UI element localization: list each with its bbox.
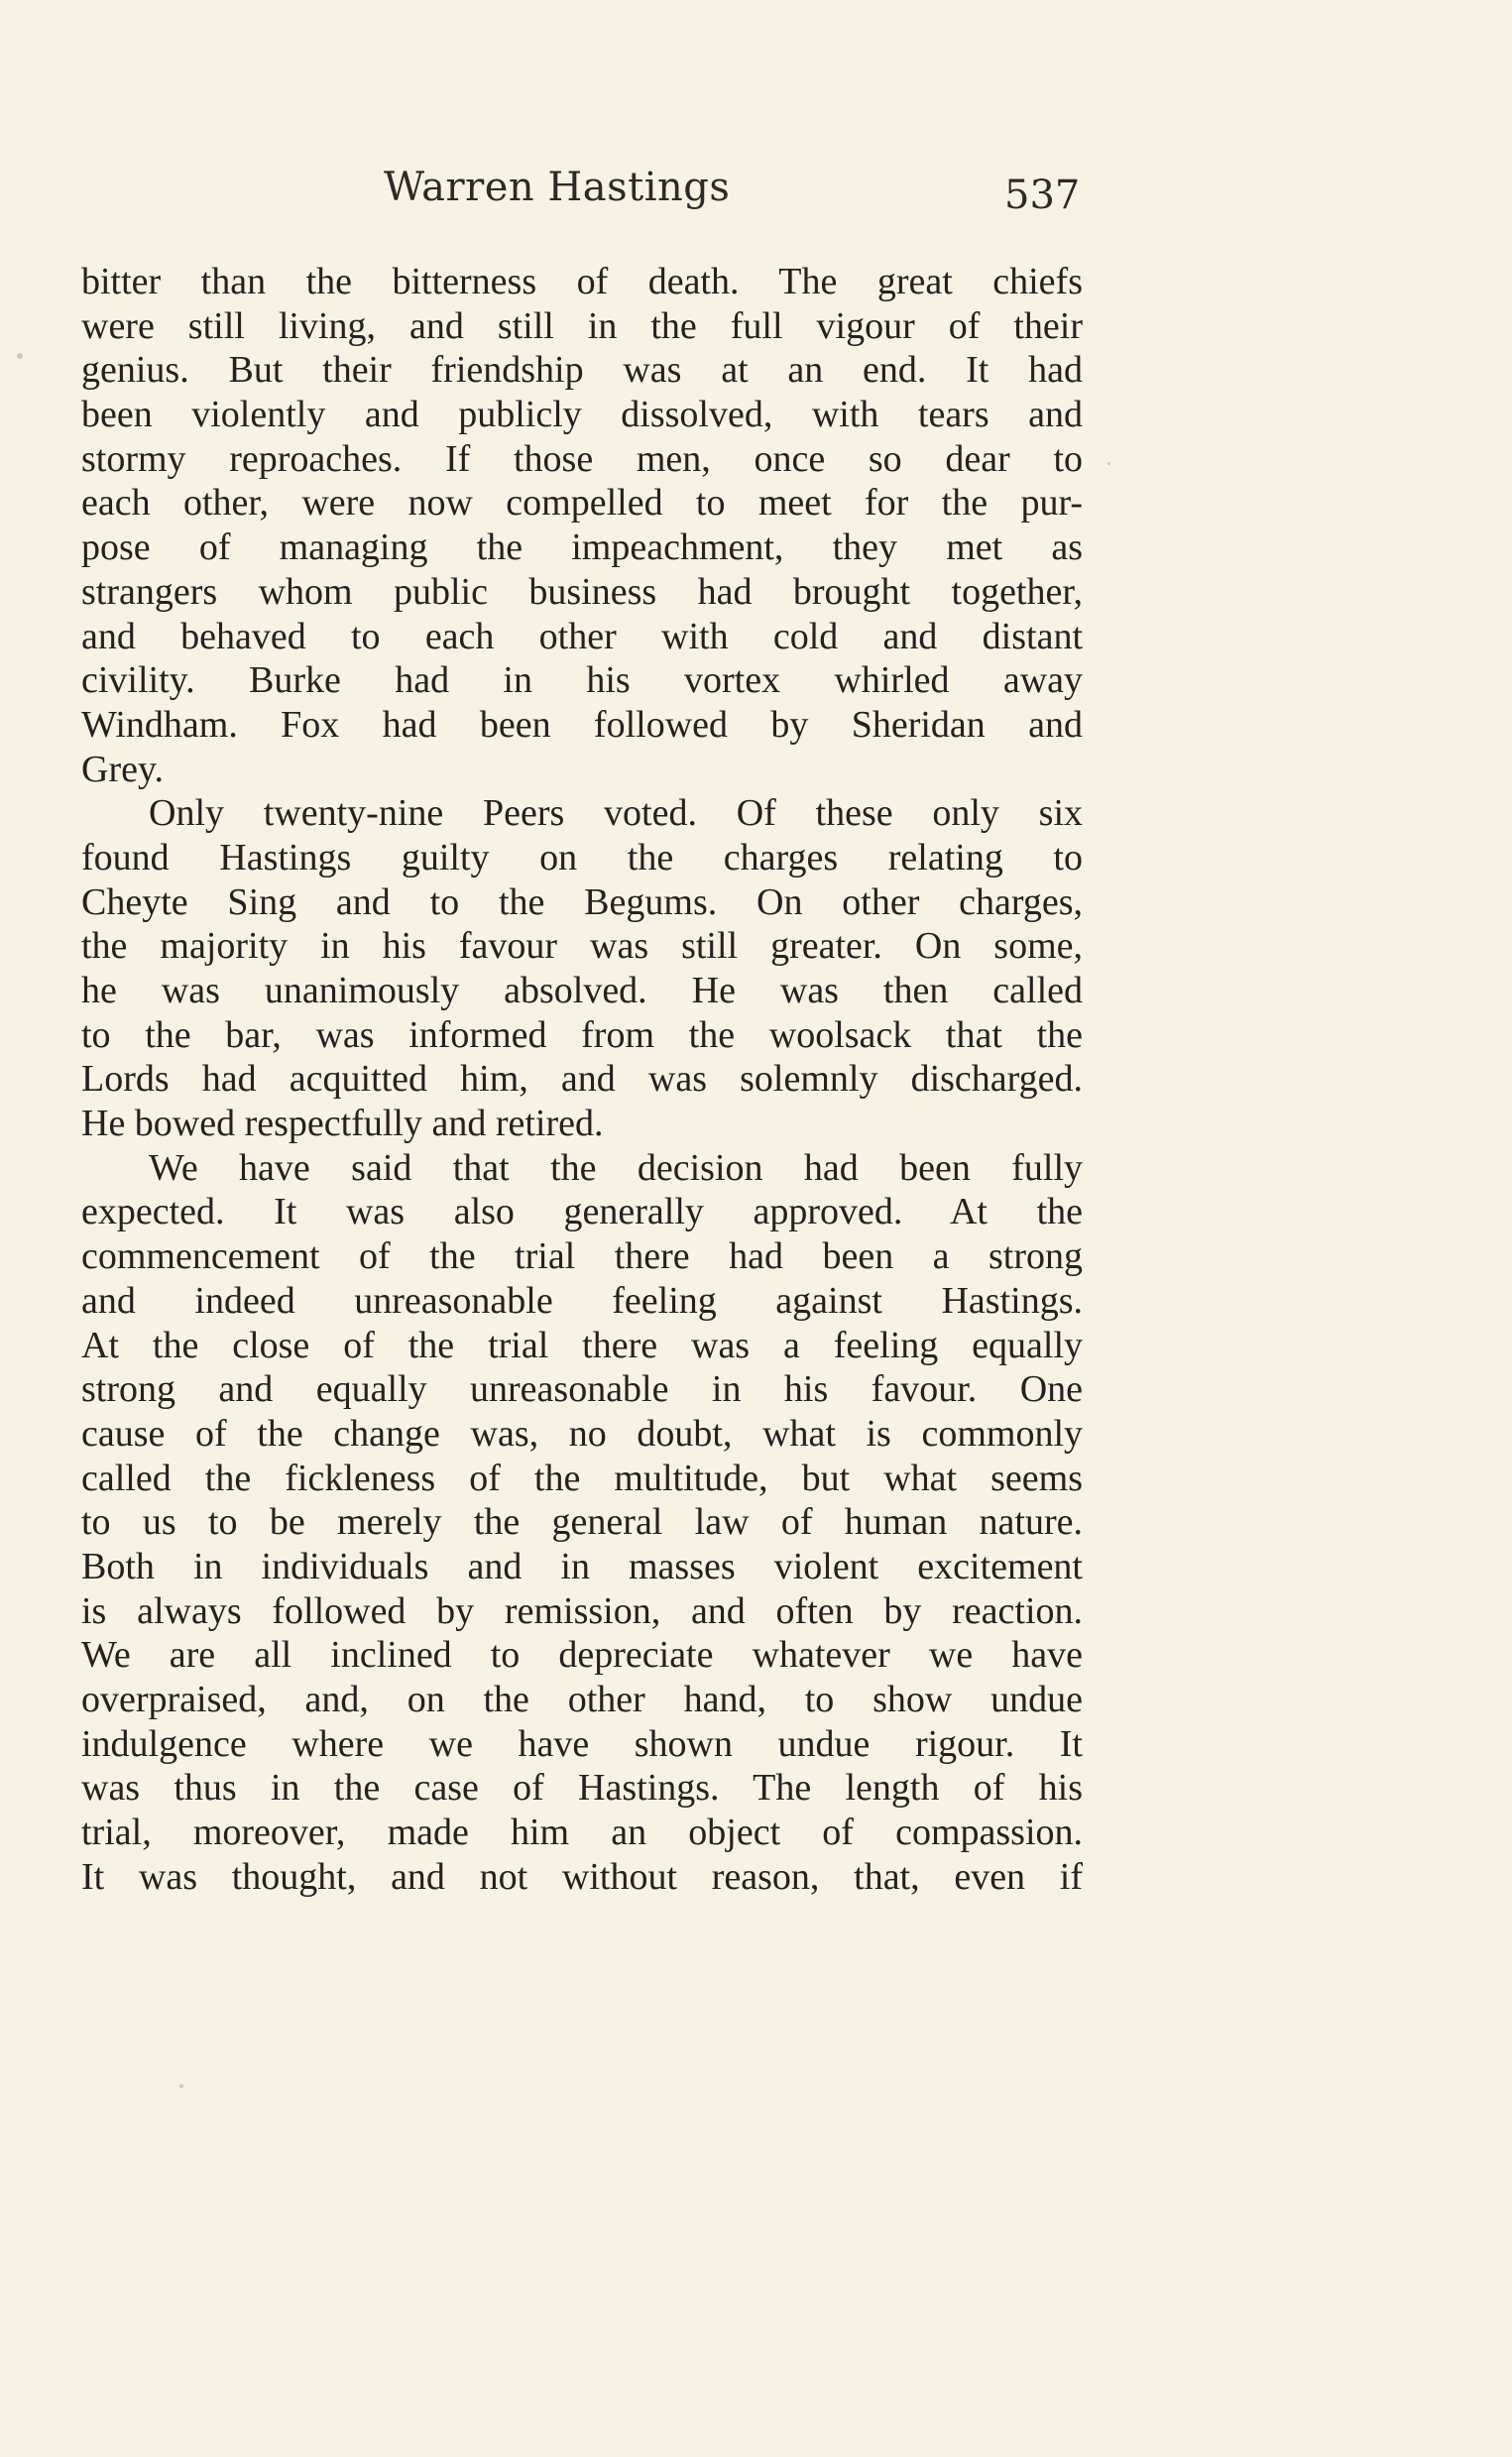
running-title: Warren Hastings xyxy=(384,165,731,210)
text-line: been violently and publicly dissolved, with tears and xyxy=(81,394,1083,436)
text-line: Only twenty-nine Peers voted. Of these only six xyxy=(149,792,1083,835)
page-number: 537 xyxy=(1004,173,1081,218)
text-line: called the fickleness of the multitude, but what seems xyxy=(81,1457,1083,1499)
paper-speck xyxy=(17,353,23,359)
paragraph xyxy=(81,1146,1083,1900)
text-line: Windham. Fox had been followed by Sheridan and xyxy=(81,703,1083,746)
text-line: bitter than the bitterness of death. The great chiefs xyxy=(81,261,1083,302)
text-line: cause of the change was, no doubt, what is commonly xyxy=(81,1412,1083,1455)
text-line: and behaved to each other with cold and distant xyxy=(81,615,1083,657)
text-line: We have said that the decision had been fully xyxy=(149,1146,1083,1189)
text-line: expected. It was also generally approved. At the xyxy=(81,1191,1083,1233)
text-line: to us to be merely the general law of human nature. xyxy=(81,1501,1083,1544)
text-line: strangers whom public business had brought together, xyxy=(81,570,1083,613)
text-line: the majority in his favour was still greater. On some, xyxy=(81,925,1083,968)
text-line: is always followed by remission, and often by reaction. xyxy=(81,1589,1083,1632)
text-line: He bowed respectfully and retired. xyxy=(81,1103,604,1145)
text-line: overpraised, and, on the other hand, to show undue xyxy=(81,1679,1083,1720)
paragraph xyxy=(81,260,1083,791)
text-line: were still living, and still in the full vigour of their xyxy=(81,304,1083,347)
body-text xyxy=(81,260,1083,1899)
text-line: stormy reproaches. If those men, once so dear to xyxy=(81,437,1083,480)
text-line: each other, were now compelled to meet for the pur- xyxy=(81,482,1083,525)
paragraph xyxy=(81,791,1083,1146)
text-line: pose of managing the impeachment, they met as xyxy=(81,526,1083,569)
text-line: to the bar, was informed from the woolsack that the xyxy=(81,1013,1083,1056)
text-line: Lords had acquitted him, and was solemnly discharged. xyxy=(81,1058,1083,1101)
text-line: was thus in the case of Hastings. The length of his xyxy=(81,1767,1083,1810)
text-line: and indeed unreasonable feeling against Hastings. xyxy=(81,1279,1083,1322)
text-line: found Hastings guilty on the charges relating to xyxy=(81,836,1083,878)
paper-speck xyxy=(179,2084,183,2088)
text-line: civility. Burke had in his vortex whirled away xyxy=(81,659,1083,702)
text-line: he was unanimously absolved. He was then called xyxy=(81,970,1083,1011)
text-line: Cheyte Sing and to the Begums. On other charges, xyxy=(81,880,1083,923)
text-line: We are all inclined to depreciate whatever we have xyxy=(81,1634,1083,1677)
text-line: commencement of the trial there had been a strong xyxy=(81,1235,1083,1278)
paper-speck xyxy=(1107,462,1110,465)
text-line: indulgence where we have shown undue rigour. It xyxy=(81,1722,1083,1765)
running-head xyxy=(0,165,1512,224)
text-line: strong and equally unreasonable in his favour. One xyxy=(81,1368,1083,1411)
text-line: trial, moreover, made him an object of compassion. xyxy=(81,1812,1083,1854)
text-line: It was thought, and not without reason, that, even if xyxy=(81,1855,1083,1898)
text-line: Both in individuals and in masses violent excitement xyxy=(81,1545,1083,1587)
text-line: At the close of the trial there was a feeling equally xyxy=(81,1324,1083,1366)
text-line: genius. But their friendship was at an end. It had xyxy=(81,349,1083,392)
text-line: Grey. xyxy=(81,748,164,790)
